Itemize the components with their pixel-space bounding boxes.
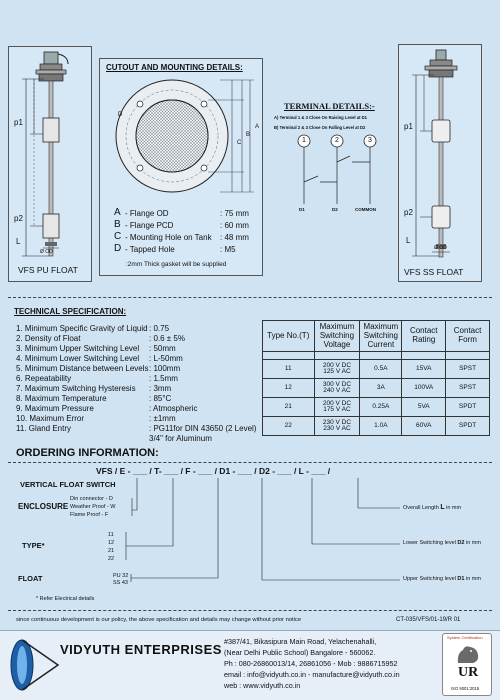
float-option: PU 32 <box>113 573 129 579</box>
cutout-item-label: - Flange PCD <box>125 221 174 230</box>
terminal-node-3: 3 <box>368 137 372 144</box>
cutout-item-label: - Flange OD <box>125 209 169 218</box>
spec-label: 1. Minimum Specific Gravity of Liquid <box>16 324 148 333</box>
cutout-item-value: : M5 <box>220 245 236 254</box>
spec-label: 5. Minimum Distance between Levels <box>16 364 149 373</box>
terminal-node-1: 1 <box>302 137 306 144</box>
col-form: Contact Form <box>446 321 490 352</box>
table-cell: 5VA <box>402 398 446 417</box>
flange-drawing <box>104 74 258 204</box>
enclosure-option: Din connector - D <box>70 496 113 502</box>
cutout-item-b <box>114 219 264 230</box>
left-float-title: VFS PU FLOAT <box>18 265 78 275</box>
spec-label: 6. Repeatability <box>16 374 72 383</box>
table-cell: 0.5A <box>360 360 402 379</box>
lower-switching-symbol: D2 <box>457 540 465 546</box>
spec-value: 3/4" for Aluminum <box>149 434 212 443</box>
enclosure-option: Weather Proof - W <box>70 504 116 510</box>
table-cell: SPDT <box>446 398 490 417</box>
right-float-title: VFS SS FLOAT <box>404 267 464 277</box>
overall-length-unit: in mm <box>446 505 462 511</box>
left-float-drawing <box>8 46 92 282</box>
spec-value: : L-50mm <box>149 354 183 363</box>
col-type: Type No.(T) <box>263 321 315 352</box>
footer-divider <box>8 610 492 611</box>
cutout-item-c <box>114 231 264 242</box>
doc-code: CT-035/VFS/01-19/R 01 <box>396 617 461 623</box>
type-option: 22 <box>108 556 115 562</box>
right-float-od-label: Ø OD <box>434 245 447 251</box>
cutout-item-a <box>114 207 264 218</box>
spec-value: : 85°C <box>149 394 172 403</box>
cutout-item-letter: D <box>114 243 122 254</box>
cutout-item-label: - Tapped Hole <box>125 245 175 254</box>
left-float-l-label: L <box>16 237 21 246</box>
cutout-item-value: : 75 mm <box>220 209 249 218</box>
left-float-od-label: Ø OD <box>40 249 53 255</box>
table-cell: 22 <box>263 417 315 436</box>
overall-length-text <box>403 504 461 511</box>
certification-badge <box>442 633 492 696</box>
dim-label-a: A <box>255 124 260 130</box>
table-cell: SPDT <box>446 417 490 436</box>
spec-value: : ±1mm <box>149 414 176 423</box>
float-label: FLOAT <box>18 574 43 583</box>
enclosure-label: ENCLOSURE <box>18 502 69 511</box>
lower-switching-unit: in mm <box>465 540 481 546</box>
dim-label-d: D <box>118 112 123 118</box>
spec-label: 9. Maximum Pressure <box>16 404 94 413</box>
electrical-table <box>262 320 490 436</box>
terminal-bottom-d1: D1 <box>299 207 305 212</box>
cutout-item-label: - Mounting Hole on Tank <box>125 233 212 242</box>
ordering-underline <box>8 462 492 463</box>
cutout-item-letter: C <box>114 231 122 242</box>
col-voltage: Maximum Switching Voltage <box>314 321 360 352</box>
table-cell: SPST <box>446 379 490 398</box>
spec-label: 3. Minimum Upper Switching Level <box>16 344 140 353</box>
cert-mark: UR <box>458 665 479 680</box>
cert-bottom-text: ISO 9001:2015 <box>451 686 480 691</box>
overall-length-symbol: L <box>440 504 445 511</box>
col-rating: Contact Rating <box>402 321 446 352</box>
col-current: Maximum Switching Current <box>360 321 402 352</box>
company-address-1: #387/41, Bikasipura Main Road, Yelachenahalli, <box>224 637 377 646</box>
cutout-item-letter: A <box>114 207 121 218</box>
terminal-title: TERMINAL DETAILS:- <box>284 101 375 111</box>
spec-value: : PG11for DIN 43650 (2 Level) <box>149 424 257 433</box>
left-float-p2-label: p2 <box>14 214 23 223</box>
table-cell: 3A <box>360 379 402 398</box>
table-cell: 200 V DC 175 V AC <box>314 398 360 417</box>
order-code: VFS / E - ___ / T- ___ / F - ___ / D1 - ___ / D2 - ___ / L - ___ / <box>96 466 331 476</box>
table-cell: 60VA <box>402 417 446 436</box>
spec-label: 2. Density of Float <box>16 334 81 343</box>
lion-emblem-icon <box>455 643 481 665</box>
table-cell: 300 V DC 240 V AC <box>314 379 360 398</box>
cutout-item-value: : 60 mm <box>220 221 249 230</box>
right-float-p2-label: p2 <box>404 208 413 217</box>
table-cell: 200 V DC 125 V AC <box>314 360 360 379</box>
gasket-note: :2mm Thick gasket will be supplied <box>126 261 227 268</box>
spec-value: : 0.75 <box>149 324 170 333</box>
ordering-connector-lines <box>0 470 500 590</box>
divider-top <box>8 297 492 298</box>
lower-switching-text <box>403 540 481 546</box>
dim-label-b: B <box>246 132 251 138</box>
company-phone: Ph : 080-26860013/14, 26861056 - Mob : 9886715952 <box>224 659 398 668</box>
upper-switching-unit: in mm <box>465 576 481 582</box>
left-float-p1-label: p1 <box>14 118 23 127</box>
type-option: 12 <box>108 540 115 546</box>
company-logo <box>8 636 60 694</box>
spec-value: : 50mm <box>149 344 176 353</box>
product-name: VERTICAL FLOAT SWITCH <box>20 480 116 489</box>
overall-length-label: Overall Length <box>403 505 439 511</box>
dim-label-c: C <box>237 140 242 146</box>
ordering-title: ORDERING INFORMATION: <box>16 447 159 459</box>
type-option: 11 <box>108 532 114 538</box>
right-float-l-label: L <box>406 236 411 245</box>
company-email: email : info@vidyuth.co.in - manufacture@vidyuth.co.in <box>224 670 400 679</box>
type-option: 21 <box>108 548 115 554</box>
spec-value: : 1.5mm <box>149 374 178 383</box>
spec-value: : 3mm <box>149 384 172 393</box>
right-float-p1-label: p1 <box>404 122 413 131</box>
table-cell: 21 <box>263 398 315 417</box>
float-option: SS 43 <box>113 580 128 586</box>
cutout-item-letter: B <box>114 219 121 230</box>
table-header-row <box>263 321 490 352</box>
company-address-2: (Near Delhi Public School) Bangalore - 560062. <box>224 648 376 657</box>
table-cell: 11 <box>263 360 315 379</box>
table-cell: 12 <box>263 379 315 398</box>
company-name: VIDYUTH ENTERPRISES <box>60 642 222 657</box>
spec-label: 4. Minimum Lower Switching Level <box>16 354 140 363</box>
terminal-line-b: B) Terminal 2 & 3 Close On Falling Level at D2 <box>274 125 366 130</box>
refer-note: * Refer Electrical details <box>36 596 95 602</box>
lower-switching-label: Lower Switching level <box>403 540 456 546</box>
table-cell: 0.25A <box>360 398 402 417</box>
cutout-title: CUTOUT AND MOUNTING DETAILS: <box>106 63 243 72</box>
table-cell: SPST <box>446 360 490 379</box>
terminal-node-2: 2 <box>335 137 339 144</box>
table-cell: 15VA <box>402 360 446 379</box>
cutout-item-value: : 48 mm <box>220 233 249 242</box>
cert-top-text: System Certification <box>447 635 483 640</box>
table-row <box>263 379 490 398</box>
cutout-item-d <box>114 243 264 254</box>
table-cell: 100VA <box>402 379 446 398</box>
spec-label: 10. Maximum Error <box>16 414 85 423</box>
terminal-bottom-common: COMMON <box>355 207 376 212</box>
spec-value: : Atmospheric <box>149 404 198 413</box>
upper-switching-symbol: D1 <box>457 576 465 582</box>
spec-label: 8. Maximum Temperature <box>16 394 107 403</box>
upper-switching-label: Upper Switching level <box>403 576 456 582</box>
company-web: web : www.vidyuth.co.in <box>224 681 301 690</box>
table-cell: 1.0A <box>360 417 402 436</box>
spec-value: : 100mm <box>149 364 181 373</box>
technical-title: TECHNICAL SPECIFICATION: <box>14 307 127 316</box>
spec-label: 7. Maximum Switching Hysteresis <box>16 384 136 393</box>
table-row <box>263 417 490 436</box>
terminal-bottom-d2: D2 <box>332 207 338 212</box>
terminal-line-a: A) Terminal 1 & 3 Close On Raising Level at D1 <box>274 115 368 120</box>
table-row <box>263 360 490 379</box>
spec-label: 11. Gland Entry <box>16 424 71 433</box>
table-cell: 230 V DC 230 V AC <box>314 417 360 436</box>
type-label: TYPE* <box>22 541 45 550</box>
upper-switching-text <box>403 576 481 582</box>
enclosure-option: Flame Proof - F <box>70 512 109 518</box>
table-row <box>263 398 490 417</box>
spec-value: : 0.6 ± 5% <box>149 334 185 343</box>
footer-notice: since continuous development is our policy, the above specification and details may change without prior notice <box>16 617 302 623</box>
